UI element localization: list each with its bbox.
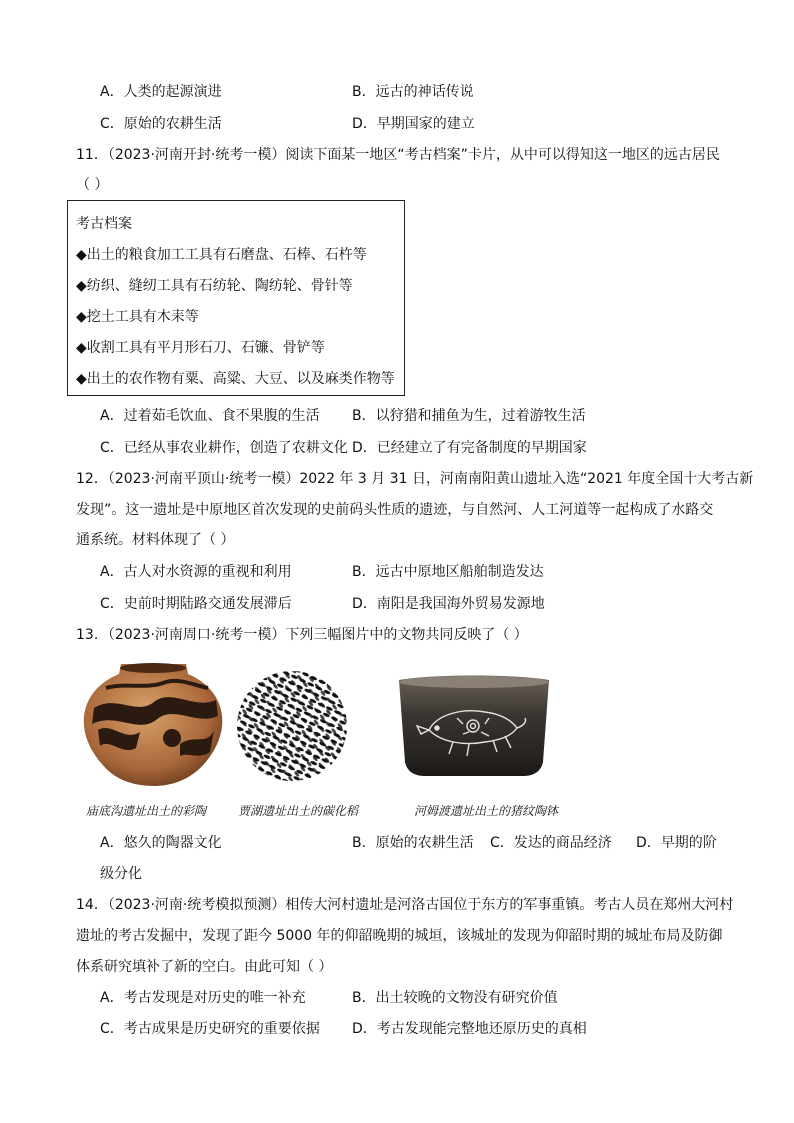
card-item-2: ◆纺织、缝纫工具有石纺轮、陶纺轮、骨针等 (76, 278, 353, 294)
q11-option-c: C．已经从事农业耕作，创造了农耕文化 (100, 440, 348, 456)
q13-option-d-cont: 级分化 (100, 866, 142, 882)
q12-stem-line3: 通系统。材料体现了（ ） (76, 532, 235, 548)
q12-stem-line2: 发现”。这一遗址是中原地区首次发现的史前码头性质的遗迹，与自然河、人工河道等一起构成了水路交 (76, 502, 714, 518)
q14-stem-line2: 遗址的考古发掘中，发现了距今 5000 年的仰韶晚期的城垣，该城址的发现为仰韶时期的城址布局及防御 (76, 928, 723, 944)
q11-stem-line2: （ ） (76, 177, 109, 193)
q13-option-a: A．悠久的陶器文化 (100, 835, 222, 851)
q14-option-b: B．出土较晚的文物没有研究价值 (352, 990, 558, 1006)
q11-option-d: D．已经建立了有完备制度的早期国家 (352, 440, 587, 456)
q12-option-c: C．史前时期陆路交通发展滞后 (100, 596, 292, 612)
q14-stem-line1: 14．（2023·河南·统考模拟预测）相传大河村遗址是河洛古国位于东方的军事重镇。考古人员在郑州大河村 (76, 897, 734, 913)
card-item-5: ◆出土的农作物有粟、高粱、大豆、以及麻类作物等 (76, 371, 395, 387)
q10-option-b: B．远古的神话传说 (352, 84, 474, 100)
q12-option-d: D．南阳是我国海外贸易发源地 (352, 596, 545, 612)
q11-stem-line1: 11．（2023·河南开封·统考一模）阅读下面某一地区“考古档案”卡片，从中可以得知这一地区的远古居民 (76, 147, 720, 163)
pig-pattern-bowl-image (393, 674, 555, 778)
q13-option-b: B．原始的农耕生活 (352, 835, 474, 851)
card-item-1: ◆出土的粮食加工工具有石磨盘、石棒、石杵等 (76, 247, 367, 263)
q12-option-a: A．古人对水资源的重视和利用 (100, 564, 292, 580)
card-item-4: ◆收割工具有平月形石刀、石镰、骨铲等 (76, 340, 325, 356)
q13-option-d: D．早期的阶 (636, 835, 717, 851)
q11-option-b: B．以狩猎和捕鱼为生，过着游牧生活 (352, 408, 586, 424)
card-item-3: ◆挖土工具有木耒等 (76, 309, 199, 325)
caption-painted-pottery: 庙底沟遗址出土的彩陶 (86, 804, 207, 818)
q13-stem: 13．（2023·河南周口·统考一模）下列三幅图片中的文物共同反映了（ ） (76, 627, 528, 643)
carbonized-rice-image (234, 668, 350, 784)
q14-option-d: D．考古发现能完整地还原历史的真相 (352, 1021, 587, 1037)
q12-option-b: B．远古中原地区船舶制造发达 (352, 564, 544, 580)
q12-stem-line1: 12．（2023·河南平顶山·统考一模）2022 年 3 月 31 日，河南南阳黄山遗址入选“2021 年度全国十大考古新 (76, 471, 754, 487)
q13-option-c: C．发达的商品经济 (490, 835, 612, 851)
caption-pig-pattern-bowl: 河姆渡遗址出土的猪纹陶钵 (414, 804, 559, 818)
q14-option-c: C．考古成果是历史研究的重要依据 (100, 1021, 320, 1037)
card-title: 考古档案 (76, 216, 132, 232)
q10-option-d: D．早期国家的建立 (352, 116, 475, 132)
caption-carbonized-rice: 贾湖遗址出土的碳化稻 (238, 804, 359, 818)
q14-option-a: A．考古发现是对历史的唯一补充 (100, 990, 306, 1006)
q11-option-a: A．过着茹毛饮血、食不果腹的生活 (100, 408, 320, 424)
q10-option-a: A．人类的起源演进 (100, 84, 222, 100)
q10-option-c: C．原始的农耕生活 (100, 116, 222, 132)
painted-pottery-image (76, 660, 231, 788)
archaeology-card (67, 200, 405, 396)
q14-stem-line3: 体系研究填补了新的空白。由此可知（ ） (76, 959, 333, 975)
